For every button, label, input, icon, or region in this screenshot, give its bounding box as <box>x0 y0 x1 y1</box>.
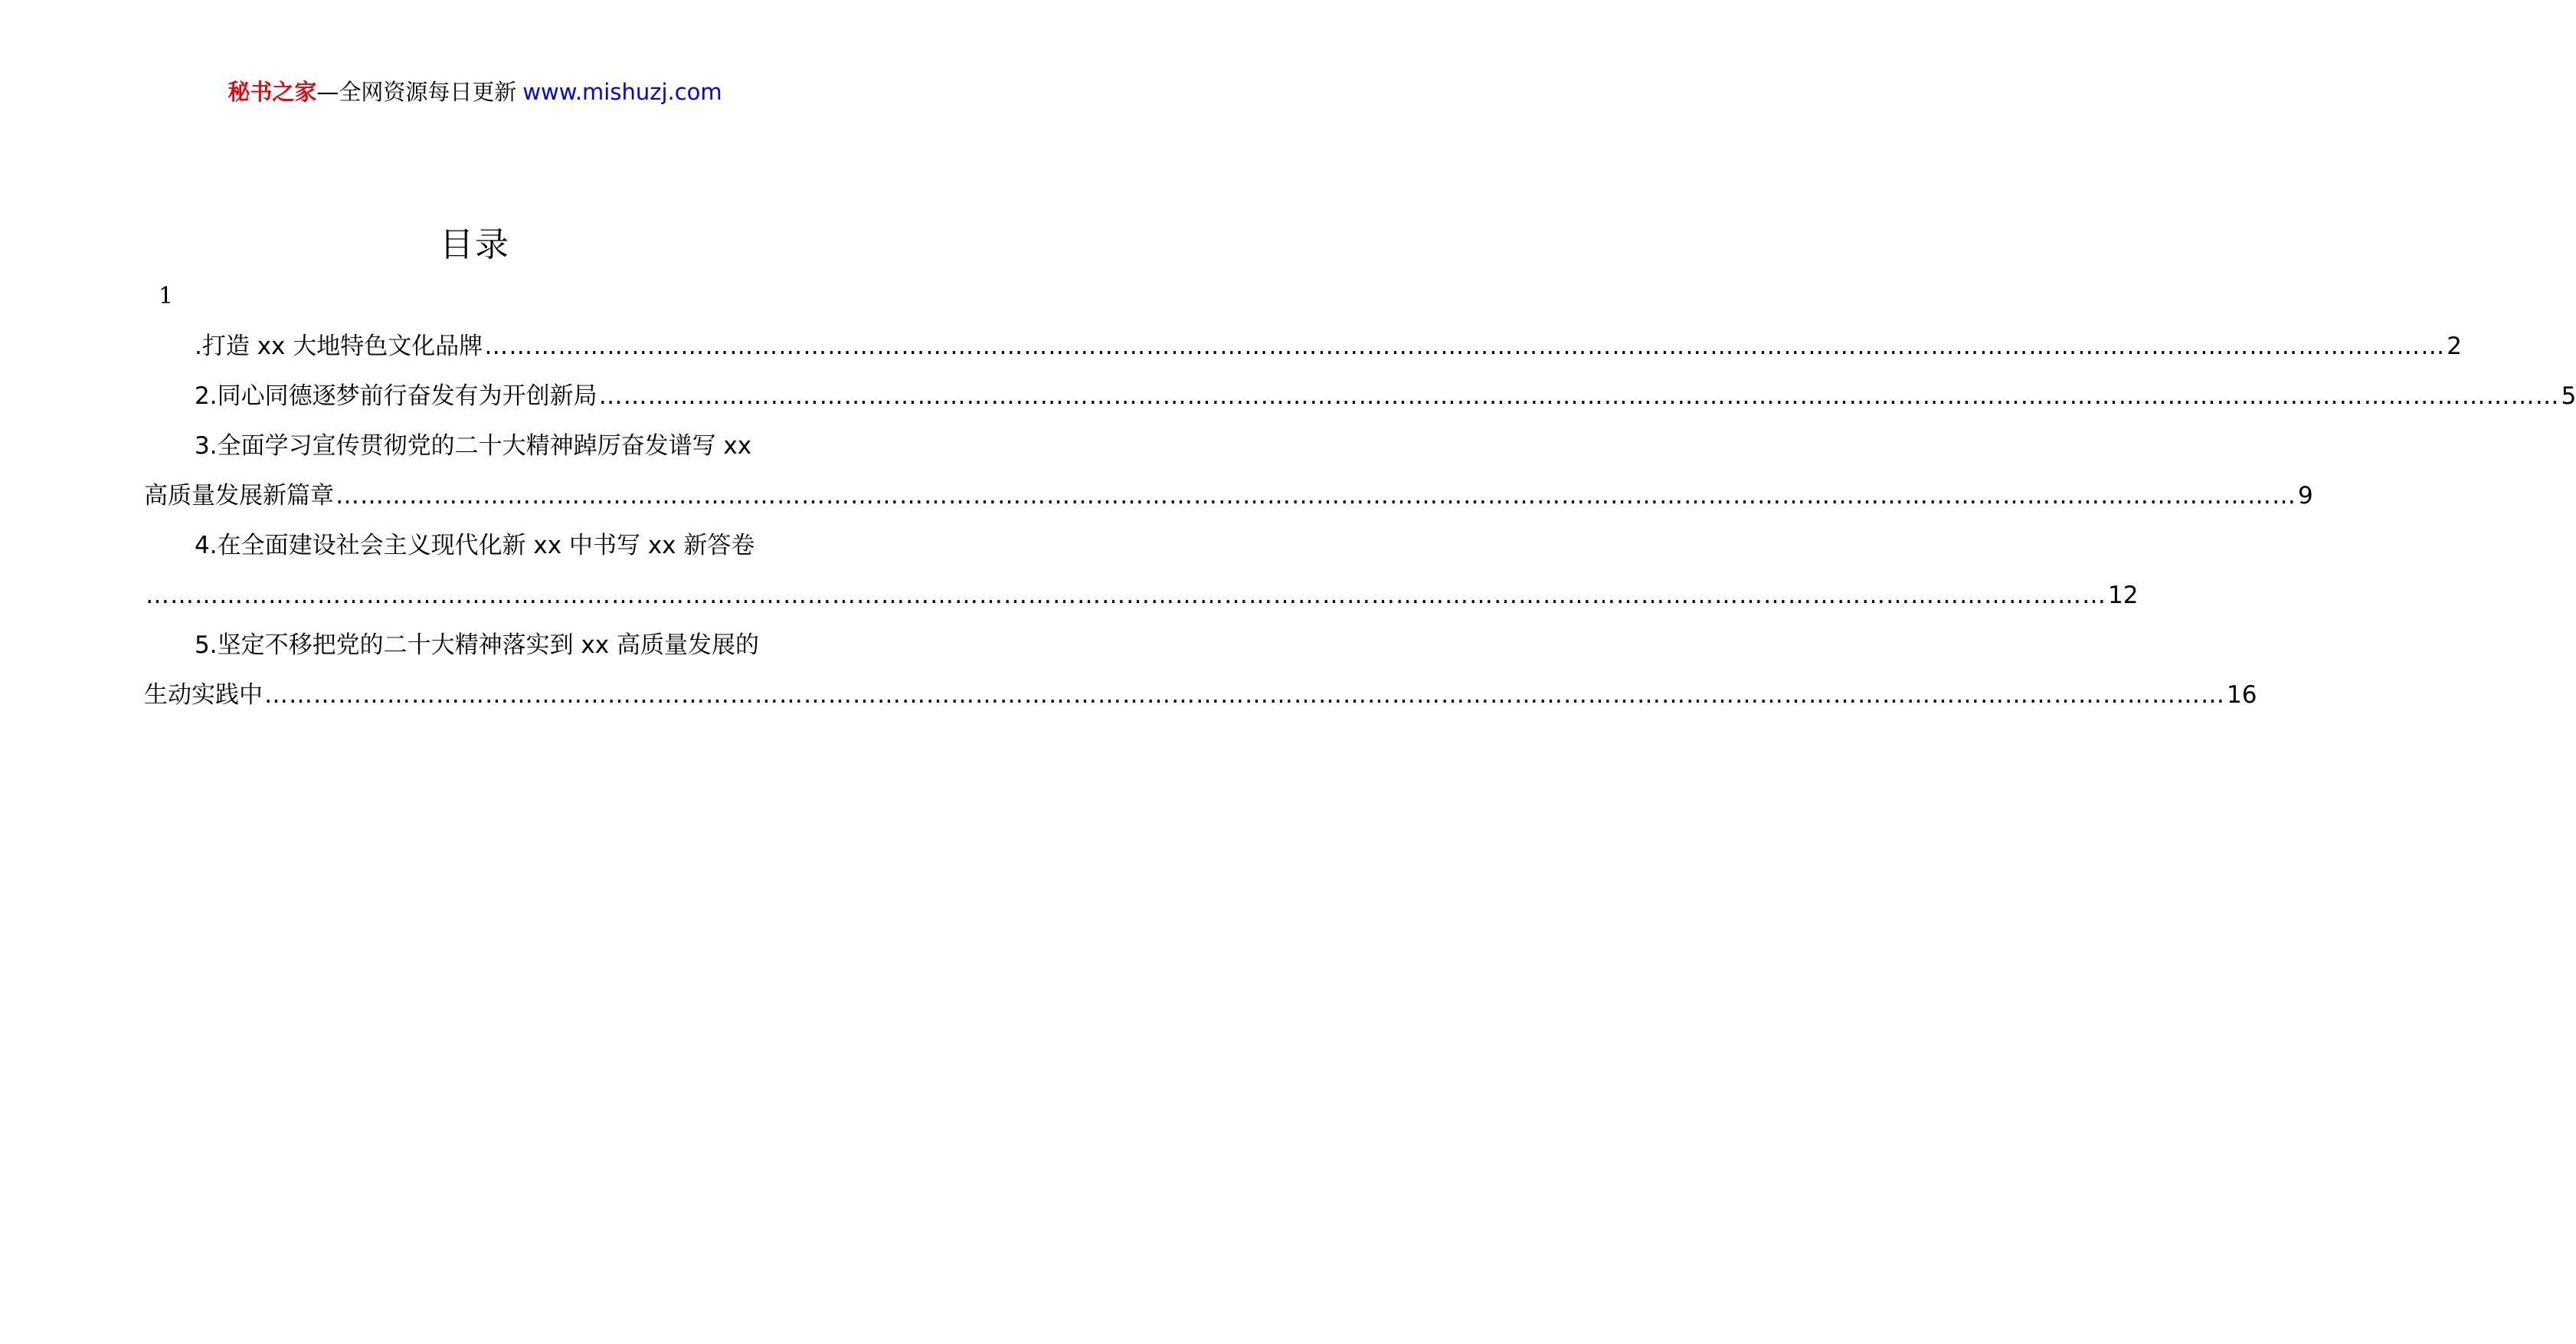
toc-page-number: 2 <box>2447 333 2462 360</box>
stray-number: 1 <box>159 283 174 310</box>
toc-leader-dots: …………………………………………………………………………………………………………………………………………………………………………………………………………………… <box>484 333 2446 360</box>
toc-entry-title: 3.全面学习宣传贯彻党的二十大精神踔厉奋发谱写 xx <box>195 432 752 460</box>
toc-entry-line <box>144 521 801 571</box>
toc-entry-title-continued: 生动实践中 <box>144 681 263 709</box>
toc-entry-title: 4.在全面建设社会主义现代化新 xx 中书写 xx 新答卷 <box>195 532 755 559</box>
toc-leader-dots: …………………………………………………………………………………………………………………………………………………………………………………………………………………… <box>336 482 2296 510</box>
toc-leader-dots: …………………………………………………………………………………………………………………………………………………………………………………………………………………… <box>264 681 2225 709</box>
table-of-contents <box>144 322 2576 720</box>
toc-entry-title-continued: 高质量发展新篇章 <box>144 482 334 510</box>
toc-entry-title: .打造 xx 大地特色文化品牌 <box>195 333 483 360</box>
toc-entry-5[interactable] <box>144 621 2257 720</box>
toc-entry-2[interactable] <box>144 372 2576 421</box>
toc-page-number: 5 <box>2561 382 2576 410</box>
toc-entry-title: 2.同心同德逐梦前行奋发有为开创新局 <box>195 382 597 410</box>
page-title: 目录 <box>440 225 510 264</box>
toc-entry-line <box>144 471 2313 521</box>
site-header <box>0 77 950 107</box>
toc-entry-3[interactable] <box>144 421 2313 521</box>
toc-leader-dots: …………………………………………………………………………………………………………………………………………………………………………………………………………………… <box>598 382 2560 410</box>
header-tagline: —全网资源每日更新 <box>316 79 517 105</box>
toc-entry-line <box>144 670 2257 720</box>
toc-entry-4[interactable] <box>144 521 2139 621</box>
toc-page-number: 9 <box>2298 482 2313 510</box>
toc-entry-line <box>144 421 801 471</box>
toc-page-number: 16 <box>2227 681 2257 709</box>
toc-leader-dots: …………………………………………………………………………………………………………………………………………………………………………………………………………………… <box>146 582 2106 609</box>
toc-entry-title: 5.坚定不移把党的二十大精神落实到 xx 高质量发展的 <box>195 631 759 659</box>
header-brand: 秘书之家 <box>227 79 317 105</box>
toc-entry-1[interactable] <box>144 322 2462 372</box>
header-url-link[interactable]: www.mishuzj.com <box>522 79 722 105</box>
toc-entry-line <box>144 621 801 670</box>
toc-page-number: 12 <box>2108 582 2139 609</box>
toc-entry-line <box>144 571 2139 621</box>
